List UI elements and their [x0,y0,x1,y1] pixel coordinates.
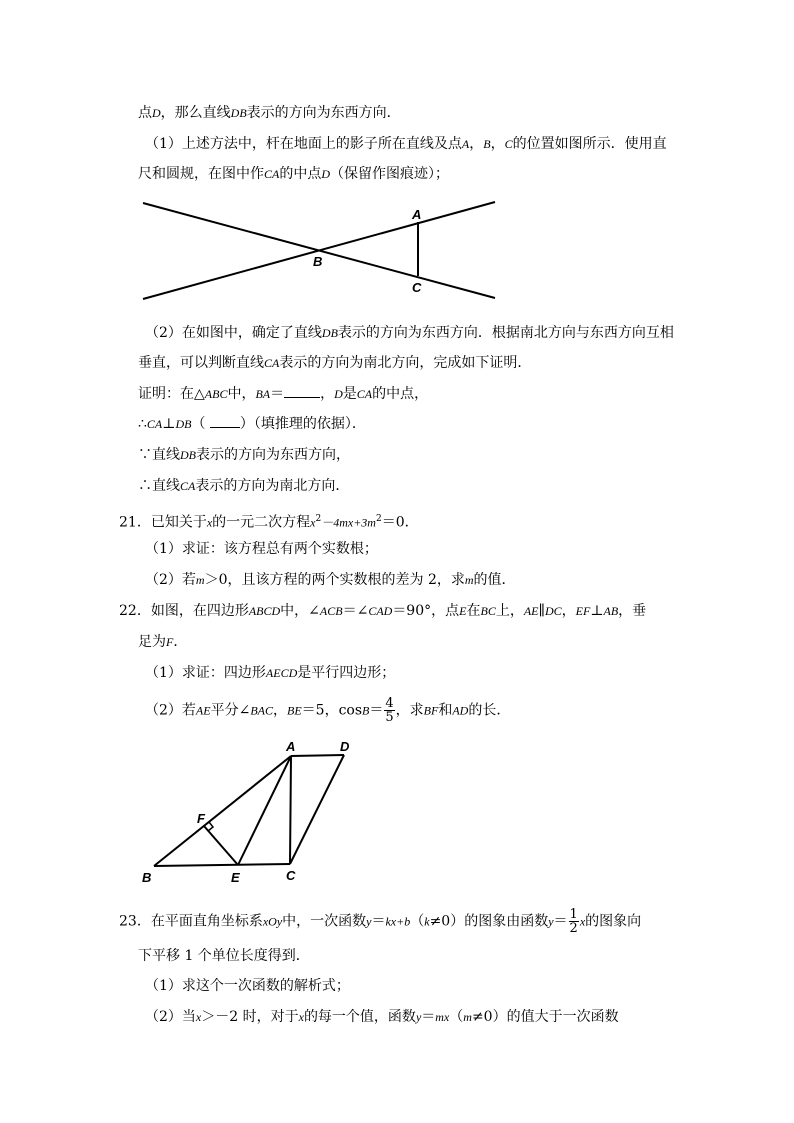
text: 的一元二次方程 [212,514,311,531]
text: ＝5，cos [301,702,363,719]
text: 的每一个值，函数 [303,1009,416,1025]
text: （1）求证：该方程总有两个实数根； [145,541,378,557]
text: 21．已知关于 [119,514,207,531]
text: 是 [342,386,357,402]
var: CA [146,417,163,431]
proof-line2 [138,414,366,434]
q20-part2-line2 [138,353,531,373]
answer-blank[interactable] [210,415,240,428]
var: x [579,914,586,929]
text: ，求 [395,702,424,719]
text: ＝ [371,913,386,930]
text: 平分∠ [210,702,251,719]
var: m [463,1010,472,1024]
text: ，那么直线 [160,105,231,121]
text: （2）若 [145,702,196,719]
label-a: A [286,739,296,754]
text: ， [469,136,484,152]
q21-stem [119,509,419,533]
var: xOy [262,914,283,929]
text: 中，∠ [280,603,320,619]
var: B [483,137,491,151]
text: 上， [495,603,524,619]
label-b: B [313,254,323,269]
text: ， [490,136,505,152]
exponent: 2 [315,514,322,524]
var: DB [321,326,338,340]
q23-part1 [145,976,350,996]
text: （1）求证：四边形 [145,665,266,681]
label-b: B [142,870,152,885]
right-angle-mark [208,822,213,831]
var: BF [423,703,439,718]
proof-line3 [138,445,350,465]
text: ）（填推理的依据）． [239,416,366,432]
text: ＞0，且该方程的两个实数根的差为 2，求 [204,572,465,588]
q21-part1 [145,539,378,559]
q23-stem-line2 [138,946,310,966]
var: B [362,703,370,718]
var: k [424,914,430,929]
var: x [298,1010,304,1024]
text: ＝∠ [342,603,369,619]
text: ＝ [270,386,285,402]
var: DB [230,106,247,120]
var: y [548,914,554,929]
text: 的长． [468,702,511,719]
var: BE [287,703,302,718]
text: ＝ [553,913,568,930]
text: 下平移 1 个单位长度得到． [138,948,310,964]
var: mx [435,1010,450,1024]
numerator: 1 [569,907,578,922]
var: m [464,573,474,587]
text: 是平行四边形； [297,665,396,681]
q20-part2-line1 [145,323,674,343]
var: DC [544,604,562,618]
q22-stem-line2 [138,632,187,652]
text: ， [320,386,335,402]
text: ∴直线 [138,478,180,494]
answer-blank[interactable] [284,385,320,398]
segment-dc [290,755,344,864]
var: CA [180,479,196,493]
q22-part2 [145,697,510,724]
var: BAC [250,703,273,718]
q22-part1 [145,663,395,683]
text: ∵直线 [138,447,180,463]
text: 中， [227,386,256,402]
q22-stem-line1 [119,601,646,621]
var: AECD [265,666,298,680]
text: 点 [138,105,152,121]
var: ABC [204,387,228,401]
var: ABCD [248,604,281,618]
segment-ac [290,756,291,864]
text: 表示的方向为南北方向，完成如下证明． [279,355,532,371]
text: ． [173,634,188,650]
text: ≠0）的值大于一次函数 [471,1009,619,1025]
text: 足为 [138,634,166,650]
text: 的值． [473,572,516,588]
text: 的图象向 [585,913,642,930]
var: AB [603,604,619,618]
text: ∥ [538,603,545,619]
denominator: 2 [569,921,578,936]
text: 的中点 [279,166,322,182]
segment-ef [204,826,238,865]
q23-part2 [145,1007,619,1027]
text: （保留作图痕迹）； [330,166,450,182]
var: y [366,914,372,929]
var: CA [264,167,280,181]
var: m [195,573,205,587]
var: x [195,1010,202,1024]
var: AD [452,703,469,718]
numerator: 4 [385,696,394,711]
text: 尺和圆规，在图中作 [138,166,264,182]
text: 和 [438,702,453,719]
denominator: 5 [385,710,394,725]
text: ⊥ [162,416,176,432]
var: BC [480,604,496,618]
label-d: D [340,739,350,754]
fraction-4-5 [384,697,394,724]
equation: －4mx+3m [321,515,376,530]
var: CA [356,387,373,401]
text: 23．在平面直角坐标系 [119,913,263,930]
var: DB [175,417,192,431]
text: ≠0）的图象由函数 [429,913,549,930]
proof-line1 [138,384,428,404]
var: AE [195,703,211,718]
text: ＝90°，点 [392,603,460,619]
var: ACB [319,604,343,618]
var: D [321,167,331,181]
label-c: C [286,868,296,883]
text: ⊥ [590,603,604,619]
var: C [504,137,513,151]
text: 表示的方向为东西方向．根据南北方向与东西方向互相 [337,325,674,341]
segment-bc [154,864,290,866]
segment-ad [291,755,344,756]
label-a: A [412,207,422,222]
var: F [166,635,174,649]
text: （ [191,416,210,432]
var: DB [180,448,196,462]
text: ，垂 [618,603,647,619]
q23-stem-line1 [119,908,641,935]
text: 证明：在△ [138,386,205,402]
var: E [459,604,467,618]
figure-quadrilateral [0,730,794,890]
var: EF [575,604,591,618]
segment-ae [238,756,291,865]
text: （1）上述方法中，杆在地面上的影子所在直线及点 [145,136,462,152]
var: BA [255,387,271,401]
equation: x [310,515,316,530]
var: D [334,387,343,401]
text: 表示的方向为东西方向， [196,447,350,463]
q21-part2 [145,570,516,590]
label-e: E [231,870,240,885]
var: D [152,106,161,120]
figure-shadow-lines [0,0,794,320]
text: ＞－2 时，对于 [201,1009,299,1025]
var: CA [264,356,280,370]
text: 的中点， [372,386,429,402]
text: （2）若 [145,572,196,588]
text: （2）在如图中，确定了直线 [145,325,322,341]
var: A [461,137,470,151]
label-c: C [412,280,422,295]
text: ∴ [138,416,147,432]
text: （2）当 [145,1009,196,1025]
text: 中，一次函数 [282,913,367,930]
proof-line4 [138,476,349,496]
text: （ [410,913,425,930]
var: CAD [368,604,393,618]
text: ＝ [369,702,384,719]
text: 表示的方向为南北方向． [195,478,350,494]
exponent: 2 [375,514,382,524]
equation: ＝0． [381,514,419,531]
text: ， [273,702,287,719]
text: 在 [466,603,481,619]
var: y [415,1010,422,1024]
text: 垂直，可以判断直线 [138,355,264,371]
segment-ba [154,756,291,866]
text: （1）求这个一次函数的解析式； [145,978,350,994]
var: x [206,515,213,530]
var: AE [523,604,539,618]
text: ＝ [421,1009,436,1025]
text: （ [449,1009,464,1025]
label-f: F [197,811,205,826]
text: 22．如图，在四边形 [119,603,249,619]
text: 表示的方向为东西方向． [246,105,401,121]
text: 的位置如图所示．使用直 [512,136,667,152]
fraction-1-2 [569,908,579,935]
var: kx+b [385,914,411,929]
text: ， [561,603,576,619]
